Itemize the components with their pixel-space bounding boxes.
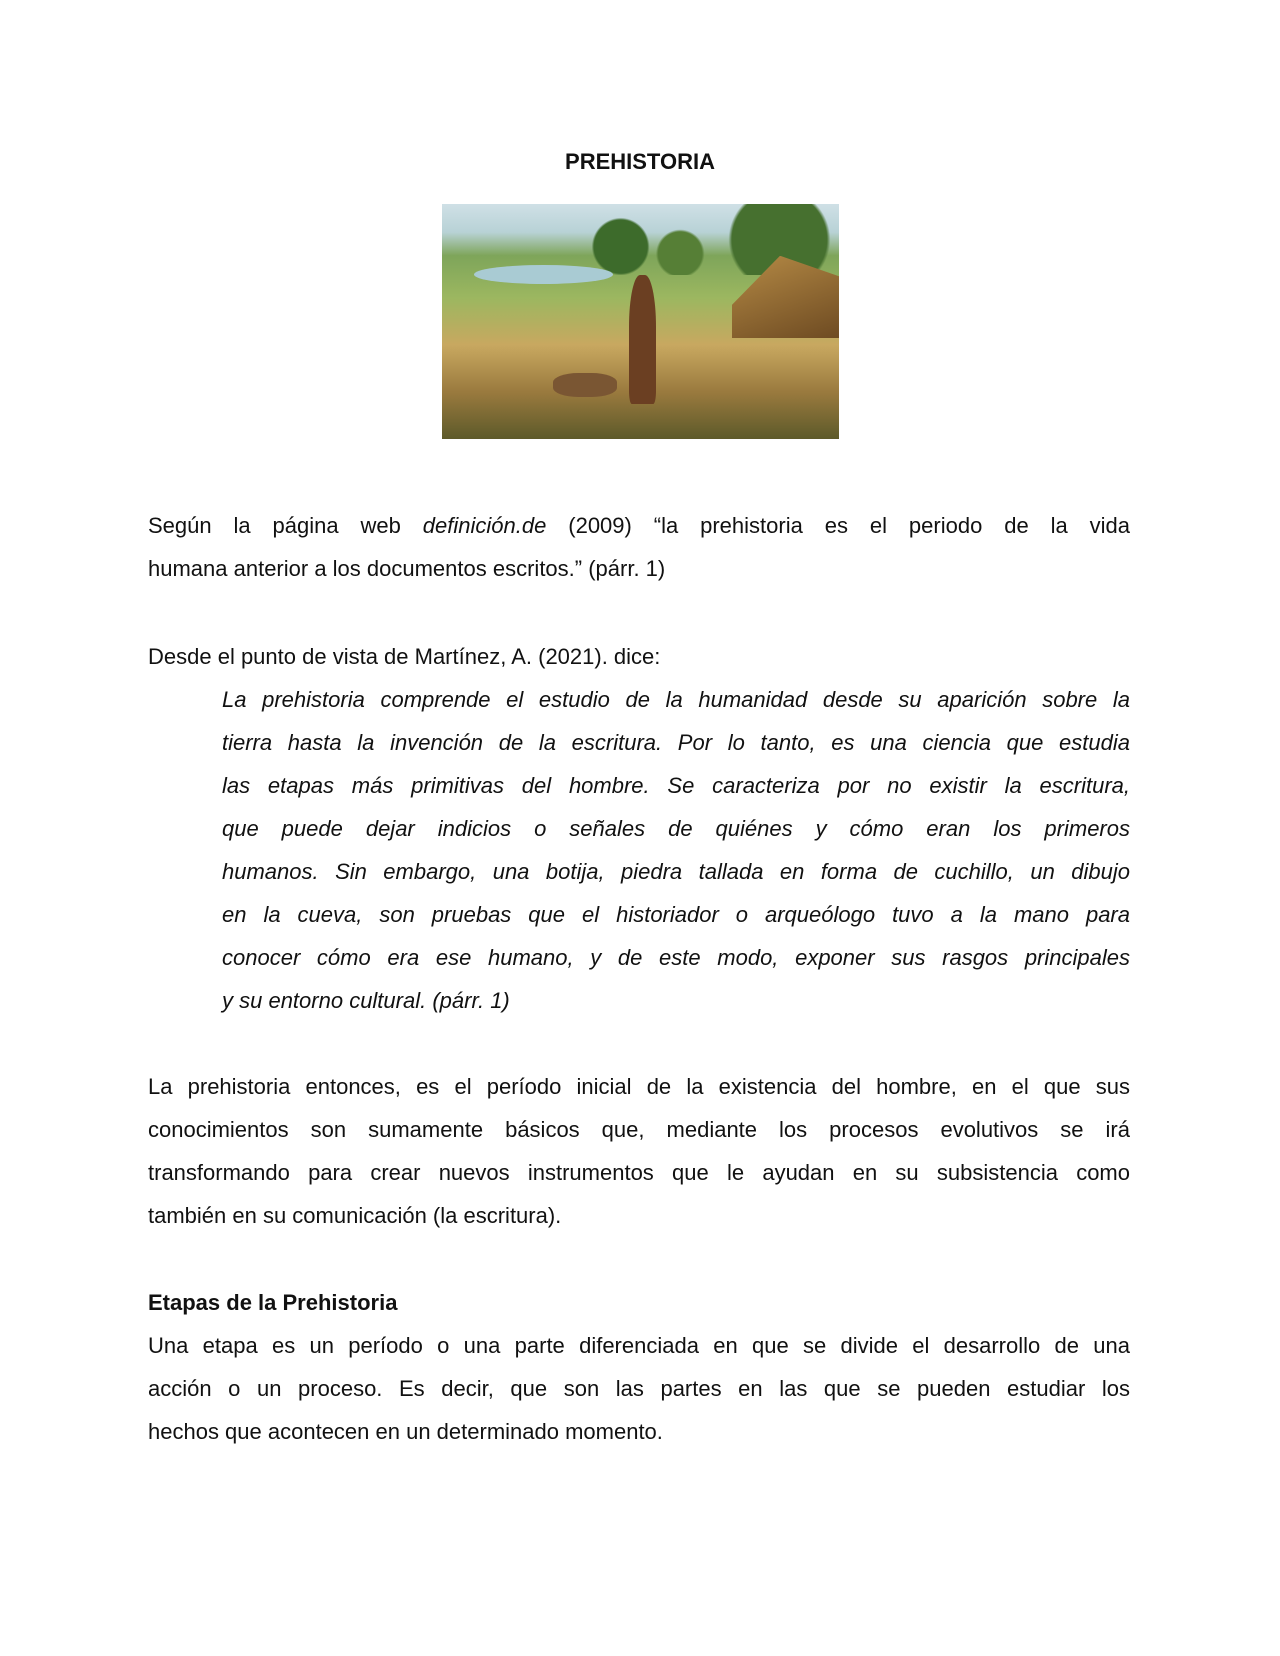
quote-line: conocer cómo era ese humano, y de este modo, exponer sus rasgos principales [222,945,1130,970]
paragraph-line: Desde el punto de vista de Martínez, A. (2021). dice: [148,644,661,669]
quote-line: en la cueva, son pruebas que el historiador o arqueólogo tuvo a la mano para [222,902,1130,927]
text: Según la página web [148,513,423,538]
paragraph-line: Una etapa es un período o una parte diferenciada en que se divide el desarrollo de una [148,1333,1130,1358]
paragraph-line: hechos que acontecen en un determinado momento. [148,1419,663,1444]
paragraph-line: humana anterior a los documentos escritos.” (párr. 1) [148,556,666,581]
source-name: definición.de [422,513,547,538]
river-shape [474,265,613,284]
paragraph-line: conocimientos son sumamente básicos que, mediante los procesos evolutivos se irá [148,1117,1130,1142]
section-etapas [148,1281,1130,1453]
quote-line: tierra hasta la invención de la escritura. Por lo tanto, es una ciencia que estudia [222,730,1130,755]
paragraph-line [148,504,1130,547]
hunter-figure [629,275,657,404]
section-heading: Etapas de la Prehistoria [148,1290,398,1315]
paragraph-line: La prehistoria entonces, es el período inicial de la existencia del hombre, en el que sus [148,1074,1130,1099]
prehistoric-village-image [442,204,839,439]
document-title: PREHISTORIA [565,149,715,174]
dog-figure [553,373,617,397]
text: (2009) “la prehistoria es el periodo de la vida [546,513,1130,538]
block-quote [222,678,1130,1022]
paragraph-line: acción o un proceso. Es decir, que son las partes en las que se pueden estudiar los [148,1376,1130,1401]
paragraph-definition [148,504,1130,590]
quote-line: humanos. Sin embargo, una botija, piedra tallada en forma de cuchillo, un dibujo [222,859,1130,884]
quote-line: y su entorno cultural. (párr. 1) [222,988,510,1013]
paragraph-intro [148,635,1130,678]
quote-line: La prehistoria comprende el estudio de la humanidad desde su aparición sobre la [222,687,1130,712]
quote-line: las etapas más primitivas del hombre. Se caracteriza por no existir la escritura, [222,773,1130,798]
paragraph-line: también en su comunicación (la escritura). [148,1203,562,1228]
paragraph-conclusion [148,1065,1130,1237]
quote-line: que puede dejar indicios o señales de quiénes y cómo eran los primeros [222,816,1130,841]
paragraph-line: transformando para crear nuevos instrumentos que le ayudan en su subsistencia como [148,1160,1130,1185]
